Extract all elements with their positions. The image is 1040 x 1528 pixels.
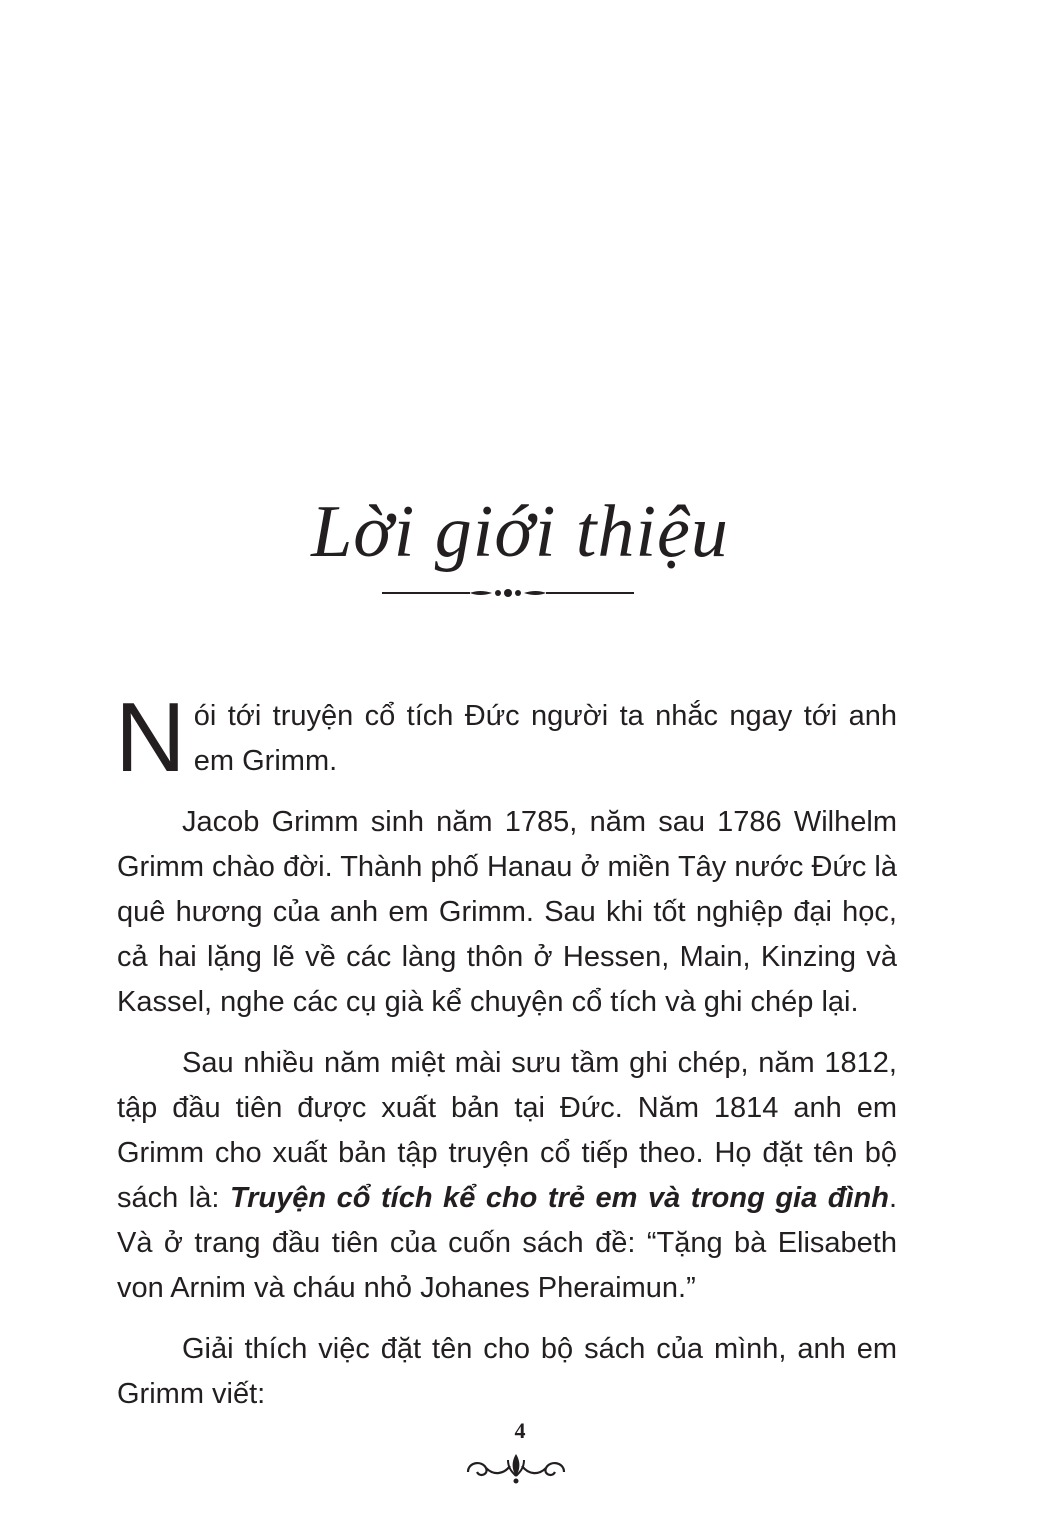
paragraph-3-before: Sau nhiều năm miệt mài sưu tầm ghi chép, năm 1812, tập đầu tiên được xuất bản tại Đức. Năm 1814 anh em Grimm cho xuất bản tập truyện cổ tiếp theo. Họ đặt tên bộ sách là:	[117, 1047, 897, 1214]
paragraph-3-after: . Và ở trang đầu tiên của cuốn sách đề: “Tặng bà Elisabeth von Arnim và cháu nhỏ Johanes Pheraimun.”	[117, 1182, 898, 1304]
page-number: 4	[514, 1418, 526, 1443]
chapter-title: Lời giới thiệu	[311, 491, 729, 573]
book-title: Truyện cổ tích kể cho trẻ em và trong gia đình	[229, 1182, 889, 1214]
paragraph-2: Jacob Grimm sinh năm 1785, năm sau 1786 Wilhelm Grimm chào đời. Thành phố Hanau ở miền Tây nước Đức là quê hương của anh em Grimm. Sau khi tốt nghiệp đại học, cả hai lặng lẽ về các làng thôn ở Hessen, Main, Kinzing và Kassel, nghe các cụ già kể chuyện cổ tích và ghi chép lại.	[117, 806, 897, 1018]
paragraph-3	[117, 1041, 897, 1311]
paragraph-1-text: ói tới truyện cổ tích Đức người ta nhắc ngay tới anh em Grimm.	[193, 700, 897, 777]
drop-cap: N	[115, 682, 186, 792]
paragraph-4: Giải thích việc đặt tên cho bộ sách của mình, anh em Grimm viết:	[117, 1333, 897, 1410]
flourish-ornament-icon	[464, 1450, 568, 1486]
ornamental-divider-icon	[380, 582, 636, 604]
paragraph-1	[115, 682, 897, 792]
intro-body	[115, 682, 898, 1433]
